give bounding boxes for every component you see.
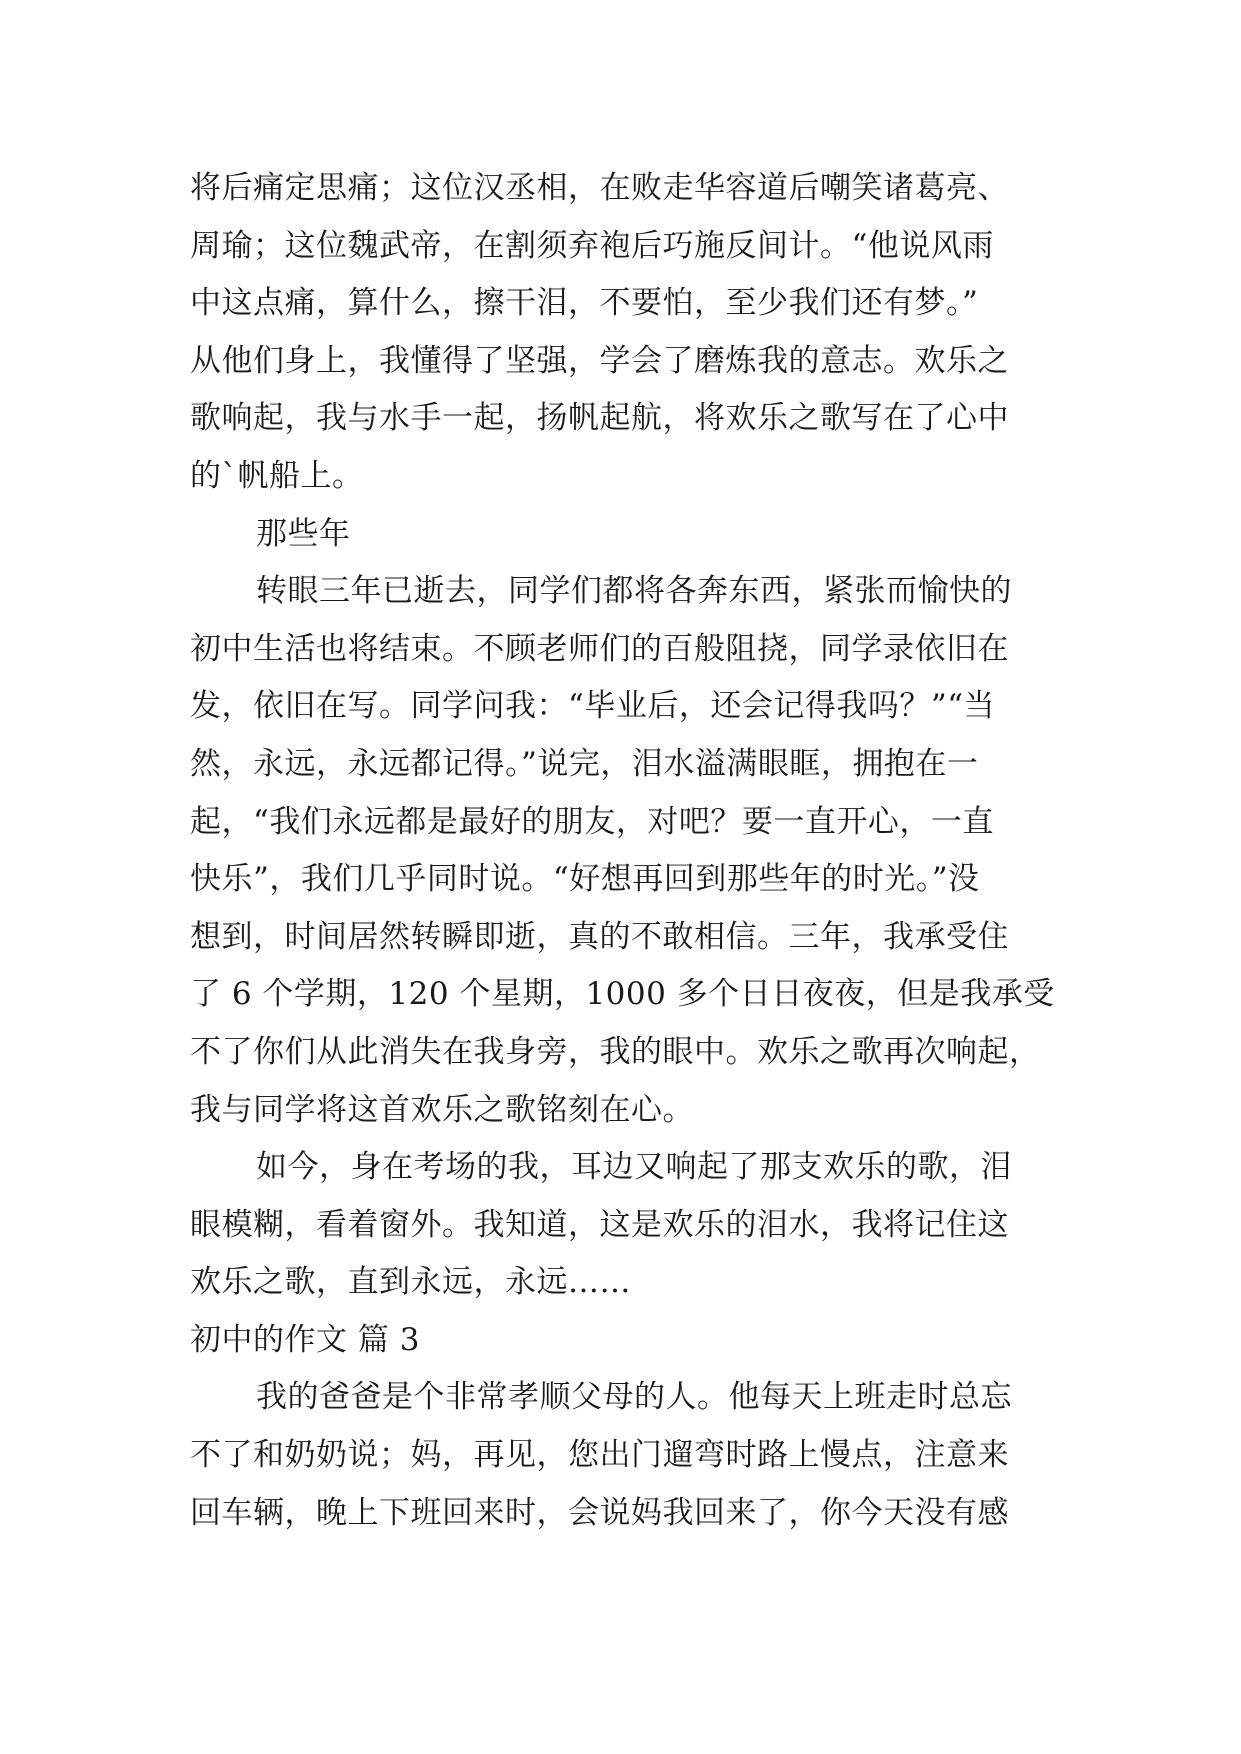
section-title: 初中的作文 篇 3 — [190, 1321, 420, 1358]
text-line: 想到，时间居然转瞬即逝，真的不敢相信。三年，我承受住 — [190, 918, 1009, 955]
text-line: 不了和奶奶说；妈，再见，您出门遛弯时路上慢点，注意来 — [190, 1437, 1009, 1474]
text-line: 歌响起，我与水手一起，扬帆起航，将欢乐之歌写在了心中 — [190, 400, 1009, 437]
text-line: 欢乐之歌，直到永远，永远…… — [190, 1264, 631, 1301]
text-line: 起，“我们永远都是最好的朋友，对吧？要一直开心，一直 — [190, 803, 994, 840]
text-line: 回车辆，晚上下班回来时，会说妈我回来了，你今天没有感 — [190, 1494, 1009, 1531]
text-line: 发，依旧在写。同学问我：“毕业后，还会记得我吗？”“当 — [190, 688, 996, 725]
text-line: 我与同学将这首欢乐之歌铭刻在心。 — [190, 1091, 694, 1128]
paragraph-start-line: 我的爸爸是个非常孝顺父母的人。他每天上班走时总忘 — [256, 1379, 1012, 1416]
essay-text — [190, 160, 1070, 1542]
paragraph-start-line: 转眼三年已逝去，同学们都将各奔东西，紧张而愉快的 — [256, 573, 1012, 610]
text-line: 眼模糊，看着窗外。我知道，这是欢乐的泪水，我将记住这 — [190, 1206, 1009, 1243]
paragraph-start-line: 如今，身在考场的我，耳边又响起了那支欢乐的歌，泪 — [256, 1149, 1012, 1186]
text-line: 周瑜；这位魏武帝，在割须弃袍后巧施反间计。“他说风雨 — [190, 227, 994, 264]
subheading-nei-xie-nian: 那些年 — [256, 515, 351, 552]
text-line: 快乐”，我们几乎同时说。“好想再回到那些年的时光。”没 — [190, 861, 980, 898]
text-line: 中这点痛，算什么，擦干泪，不要怕，至少我们还有梦。” — [190, 285, 979, 322]
text-line: 然，永远，永远都记得。”说完，泪水溢满眼眶，拥抱在一 — [190, 745, 979, 782]
text-line: 的`帆船上。 — [190, 457, 364, 494]
text-line: 从他们身上，我懂得了坚强，学会了磨炼我的意志。欢乐之 — [190, 342, 1009, 379]
text-line: 将后痛定思痛；这位汉丞相，在败走华容道后嘲笑诸葛亮、 — [190, 170, 1009, 206]
text-line: 了 6 个学期，120 个星期，1000 多个日日夜夜，但是我承受 — [190, 976, 1055, 1013]
text-line: 初中生活也将结束。不顾老师们的百般阻挠，同学录依旧在 — [190, 630, 1009, 667]
text-line: 不了你们从此消失在我身旁，我的眼中。欢乐之歌再次响起， — [190, 1033, 1041, 1070]
